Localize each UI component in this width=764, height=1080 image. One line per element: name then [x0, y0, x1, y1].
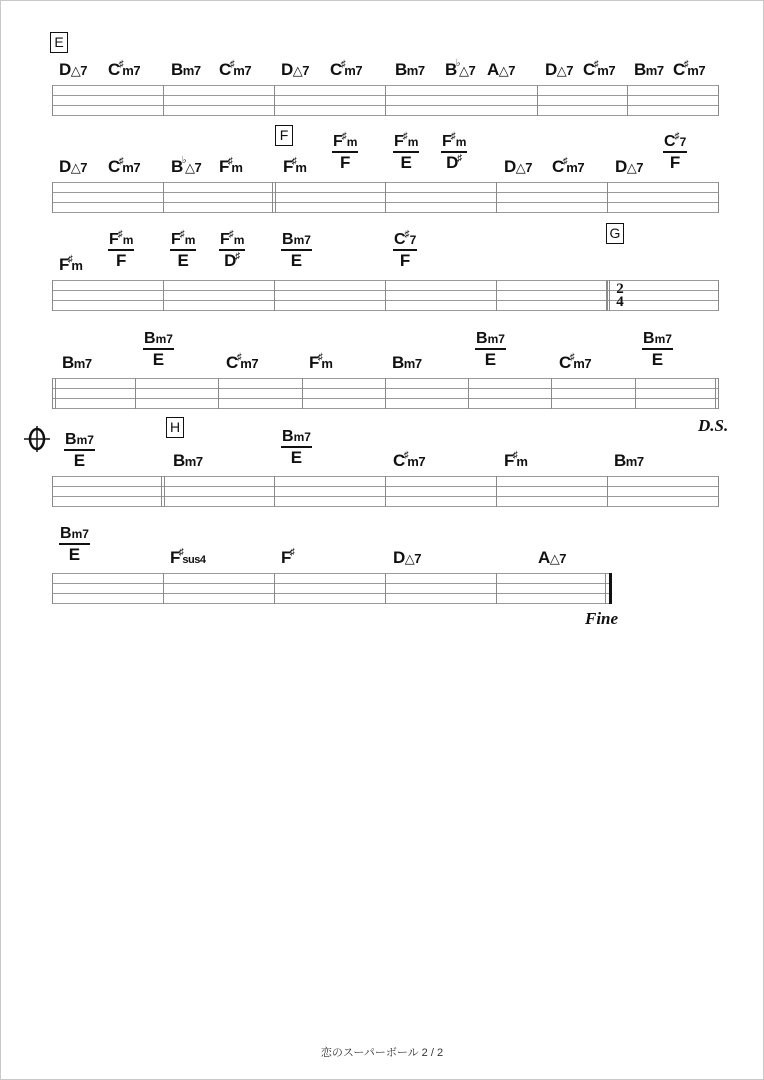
slash-chord: Bm7 E [643, 330, 672, 369]
staff-row-2 [52, 182, 719, 213]
staff-row-4 [52, 378, 719, 409]
ds-mark: D.S. [698, 416, 729, 435]
slash-chord: Bm7 E [282, 231, 311, 270]
slash-chord: Bm7 E [60, 525, 89, 564]
rehearsal-mark-f: F [275, 125, 293, 146]
chord: D△7 [393, 548, 422, 567]
chord: F♯m [309, 352, 333, 372]
chord: Bm7 [634, 60, 664, 79]
chord: C♯m7 [330, 59, 363, 79]
staff-row-5 [52, 476, 719, 507]
chord: D△7 [615, 157, 644, 176]
chord: D△7 [59, 60, 88, 79]
chord: D△7 [545, 60, 574, 79]
chord: F♯ [281, 547, 295, 567]
chord: C♯m7 [552, 156, 585, 176]
chord: Bm7 [614, 451, 644, 470]
chord: C♯m7 [219, 59, 252, 79]
slash-chord: Bm7 E [282, 428, 311, 467]
rehearsal-mark-e: E [50, 32, 68, 53]
slash-chord: F♯m F [109, 229, 134, 270]
chord: Bm7 [171, 60, 201, 79]
page-footer: 恋のスーパーボール 2 / 2 [320, 1047, 444, 1059]
slash-chord: C♯7 F [664, 131, 687, 172]
slash-chord: F♯m D♯ [442, 131, 467, 172]
chord: D△7 [504, 157, 533, 176]
chord: F♯m [219, 156, 243, 176]
staff-row-6 [52, 573, 612, 604]
rehearsal-mark-h: H [166, 417, 184, 438]
chord: D△7 [281, 60, 310, 79]
chord: Bm7 [173, 451, 203, 470]
chord: C♯m7 [108, 59, 141, 79]
chord: F♯m [283, 156, 307, 176]
time-signature: 2 4 [616, 281, 624, 310]
chord: B♭△7 [445, 58, 476, 79]
chord: C♯m7 [673, 59, 706, 79]
chord: F♯m [504, 450, 528, 470]
chord: F♯sus4 [170, 547, 206, 567]
slash-chord: F♯m D♯ [220, 229, 245, 270]
staff-row-1 [52, 85, 719, 116]
chord: C♯m7 [226, 352, 259, 372]
chord: A△7 [538, 548, 567, 567]
chord: C♯m7 [583, 59, 616, 79]
slash-chord: Bm7 E [65, 431, 94, 470]
chord: B♭△7 [171, 155, 202, 176]
chord: A△7 [487, 60, 516, 79]
chord: Bm7 [62, 353, 92, 372]
chord: Bm7 [395, 60, 425, 79]
chord: F♯m [59, 254, 83, 274]
chord: C♯m7 [559, 352, 592, 372]
chord: Bm7 [392, 353, 422, 372]
fine-mark: Fine [585, 609, 619, 628]
slash-chord: C♯7 F [394, 229, 417, 270]
chord: D△7 [59, 157, 88, 176]
chord: C♯m7 [108, 156, 141, 176]
slash-chord: F♯m E [394, 131, 419, 172]
coda-icon [24, 426, 50, 452]
slash-chord: F♯m F [333, 131, 358, 172]
slash-chord: F♯m E [171, 229, 196, 270]
slash-chord: Bm7 E [476, 330, 505, 369]
rehearsal-mark-g: G [606, 223, 624, 244]
chord: C♯m7 [393, 450, 426, 470]
slash-chord: Bm7 E [144, 330, 173, 369]
